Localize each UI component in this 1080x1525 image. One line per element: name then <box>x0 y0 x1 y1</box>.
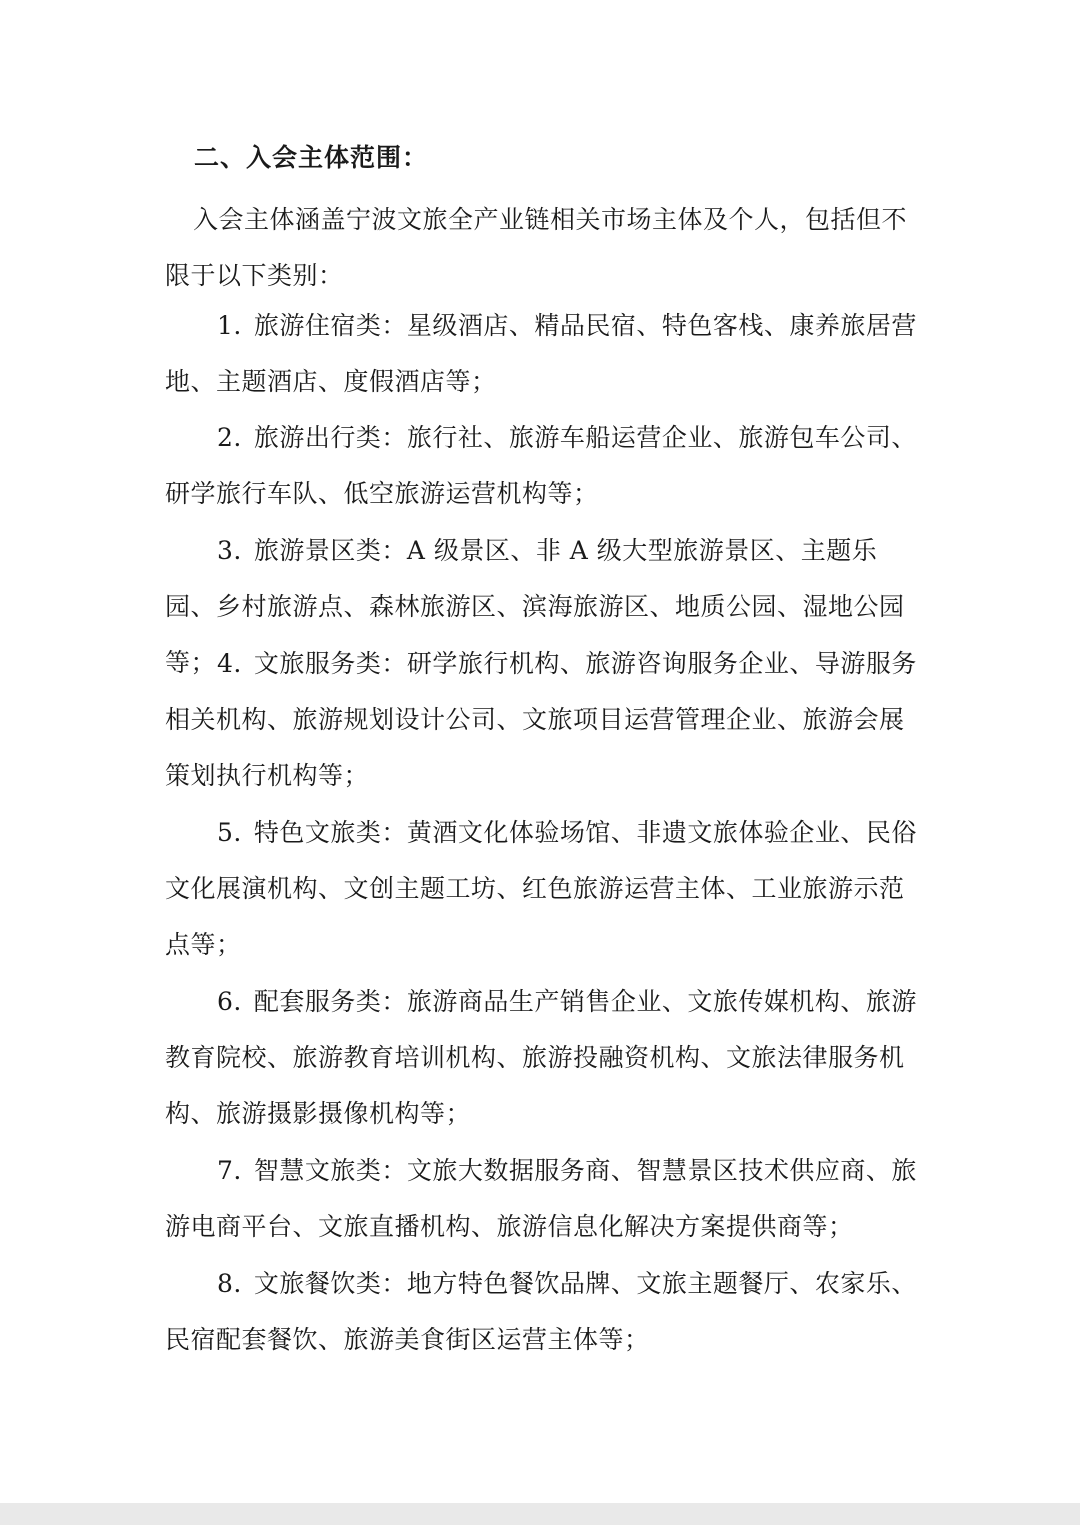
list-item-text: 特色文旅类：黄酒文化体验场馆、非遗文旅体验企业、民俗文化展演机构、文创主题工坊、红色旅游运营主体、工业旅游示范点等； <box>165 818 917 959</box>
list-item-number: 2. <box>217 423 242 452</box>
list-item-text: 文旅服务类：研学旅行机构、旅游咨询服务企业、导游服务相关机构、旅游规划设计公司、文旅项目运营管理企业、旅游会展策划执行机构等； <box>165 649 917 790</box>
list-item-number: 4. <box>217 649 242 678</box>
list-item-text: 智慧文旅类：文旅大数据服务商、智慧景区技术供应商、旅游电商平台、文旅直播机构、旅游信息化解决方案提供商等； <box>165 1156 917 1241</box>
list-item <box>165 298 925 410</box>
list-item <box>165 410 925 522</box>
section-intro: 入会主体涵盖宁波文旅全产业链相关市场主体及个人，包括但不限于以下类别： <box>165 205 908 290</box>
list-item-text: 配套服务类：旅游商品生产销售企业、文旅传媒机构、旅游教育院校、旅游教育培训机构、旅游投融资机构、文旅法律服务机构、旅游摄影摄像机构等； <box>165 987 917 1128</box>
list-item <box>165 1143 925 1255</box>
list-item-number: 6. <box>217 987 242 1016</box>
page-bottom-edge <box>0 1503 1080 1525</box>
list-item <box>165 636 925 804</box>
list-item-number: 7. <box>217 1156 242 1185</box>
list-item-text: 旅游出行类：旅行社、旅游车船运营企业、旅游包车公司、研学旅行车队、低空旅游运营机构等； <box>165 423 917 508</box>
section-heading: 二、入会主体范围： <box>194 143 429 172</box>
list-item-text: 旅游景区类：A 级景区、非 A 级大型旅游景区、主题乐园、乡村旅游点、森林旅游区、滨海旅游区、地质公园、湿地公园等； <box>165 536 905 677</box>
list-item-text: 旅游住宿类：星级酒店、精品民宿、特色客栈、康养旅居营地、主题酒店、度假酒店等； <box>165 311 917 396</box>
list-item <box>165 805 925 973</box>
list-item <box>165 1256 925 1368</box>
list-item-text: 文旅餐饮类：地方特色餐饮品牌、文旅主题餐厅、农家乐、民宿配套餐饮、旅游美食街区运营主体等； <box>165 1269 917 1354</box>
list-item-number: 8. <box>217 1269 242 1298</box>
list-item-number: 3. <box>217 536 242 565</box>
list-item-number: 5. <box>217 818 242 847</box>
list-item-number: 1. <box>217 311 242 340</box>
list-item <box>165 974 925 1142</box>
